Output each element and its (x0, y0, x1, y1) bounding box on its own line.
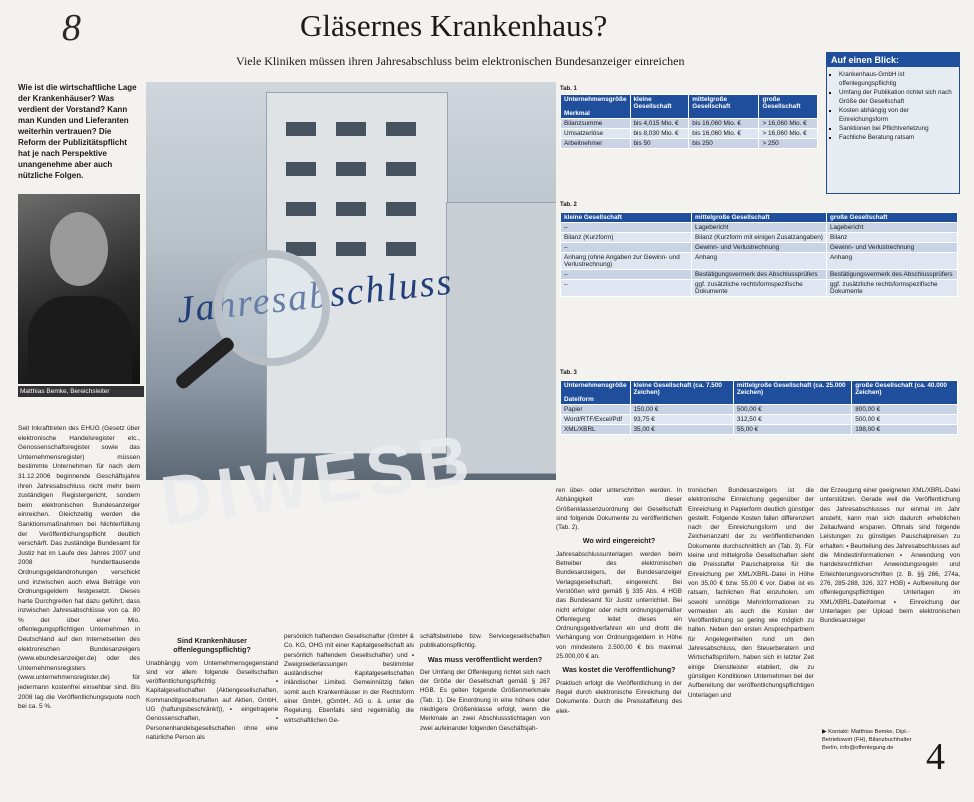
table-cell: bis 16,060 Mio. € (689, 129, 759, 139)
table-cell: 312,50 € (733, 415, 851, 425)
table-cell: bis 8,030 Mio. € (630, 129, 689, 139)
section-heading: Was kostet die Veröffentlichung? (562, 665, 676, 675)
table-cell: XML/XBRL (561, 425, 631, 435)
table-cell: Gewinn- und Verlustrechnung (826, 243, 957, 253)
table-cell: Anhang (692, 253, 827, 270)
body-text: der Erzeugung einer geeigneten XML/XBRL-Datei unterstützen. Gerade weil die Veröffentlichung des Jahresabschlusses nur einmal im Jahr ansteht, kann man sich dadurch erheblichen Zeitaufwand ersparen. Oftmals sind folgende Leistungen zu günstigen Pauschalpreisen zu erhalten: ▪ Beurteilung des Jahresabschlusses auf die Mindestinformationen ▪ Anwendung von handelsrechtlichen Anwendungsregeln und Erleichterungsvorschriften (z. B. §§ 266, 274a, 276, 285-288, 326, 327 HGB) ▪ Aufbereitung der offenlegungspflichtigen Unterlagen im XML/XBRL-Dateiformat ▪ Einreichung der Unterlagen per Upload beim elektronischen Bundesanzeiger (820, 487, 960, 625)
table-row (561, 425, 958, 435)
table-row (561, 243, 958, 253)
building-window (386, 202, 416, 216)
intro-text: Seit Inkrafttreten des EHUG (Gesetz über elektronische Handelsregister etc., Genossenschaftsregister sowie das Unternehmensregister) müssen bestimmte Unternehmen für nach dem 31.12.2006 beginnende Geschäftsjahre ihren Jahresabschluss nicht mehr beim zuständigen Registergericht, sondern beim elektronischen Bundesanzeiger einreichen. Gleichzeitig werden die Sanktionsmaßnahmen bei Nichterfüllung der Veröffentlichungspflicht deutlich verschärft. Das zuständige Bundesamt für Justiz hat im Laufe des Jahres 2007 und 2008 hunderttausende Ordnungsgeldandrohungen verschickt und inzwischen auch etwa Beträge von Ordnungsgeldern festgesetzt. Dieses harte Durchgreifen hat dazu geführt, dass inzwischen Jahresabschlüsse von ca. 80 % der über einer Mio. offenlegungspflichtigen Unternehmen in Deutschland auf den Internetseiten des elektronischen Bundesanzeigers (www.ebundesanzeiger.de) oder des Unternehmensregisters (www.unternehmensregister.de) für jedermann kostenfrei einsehbar sind. Bis 2008 lag die Veröffentlichungsquote noch bei ca. 5 %. (18, 425, 140, 711)
table-row (561, 129, 818, 139)
table-3 (560, 380, 958, 435)
table-cell: > 16,060 Mio. € (759, 129, 818, 139)
table-cell: bis 250 (689, 139, 759, 149)
table-cell: – (561, 280, 692, 297)
table-cell: bis 4,015 Mio. € (630, 119, 689, 129)
list-item: ▪ Kosten abhängig von der Einreichungsform (839, 106, 955, 124)
table-cell: 55,00 € (733, 425, 851, 435)
table-cell: Word/RTF/Excel/Pdf (561, 415, 631, 425)
table-cell: Umsatzerlöse (561, 129, 631, 139)
section-heading: Sind Krankenhäuser offenlegungspflichtig? (173, 636, 251, 655)
section-heading: Was muss veröffentlicht werden? (427, 654, 543, 664)
table-header (561, 381, 631, 405)
table-cell: Gewinn- und Verlustrechnung (692, 243, 827, 253)
header-subtext: Dateiform (564, 396, 594, 403)
portrait-body (28, 296, 132, 384)
list-item: ▪ Fachliche Beratung ratsam (839, 133, 955, 142)
header-subtext: Merkmal (564, 110, 590, 117)
table-cell: ggf. zusätzliche rechtsformspezifische Dokumente (826, 280, 957, 297)
table-header (561, 95, 631, 119)
body-column-2 (284, 632, 414, 725)
body-column-1 (146, 632, 278, 742)
table-cell: – (561, 223, 692, 233)
table-cell: > 16,060 Mio. € (759, 119, 818, 129)
table-2 (560, 212, 958, 297)
box-list (827, 70, 959, 142)
table-row (561, 233, 958, 243)
table-cell: Papier (561, 405, 631, 415)
body-text: persönlich haftenden Gesellschafter (GmbH & Co. KG, OHG mit einer Kapitalgesellschaft als persönlich haftendem Gesellschafter) und ▪ Zweigniederlassungen bestimmter ausländischer Kapitalgesellschaften inländischer Limited. Gemeinnützig fallen somit auch Krankenhäuser in der Rechtsform einer GmbH, gGmbH, AG o. ä. unter die Regelung. Ebenfalls sind regelmäßig die wirtschaftlichen Ge- (284, 633, 414, 724)
handwritten-mark: 8 (62, 7, 81, 49)
table-header: kleine Gesellschaft (630, 95, 689, 119)
body-column-3-lower (420, 632, 550, 733)
table-1-label: Tab. 1 (560, 86, 577, 92)
building-window (336, 162, 366, 176)
table-3-label: Tab. 3 (560, 370, 577, 376)
table-header: große Gesellschaft (ca. 40.000 Zeichen) (852, 381, 958, 405)
table-cell: 198,00 € (852, 425, 958, 435)
table-cell: 800,00 € (852, 405, 958, 415)
table-cell: bis 16,060 Mio. € (689, 119, 759, 129)
table-cell: Bilanz (Kurzform) (561, 233, 692, 243)
table-cell: ggf. zusätzliche rechtsformspezifische Dokumente (692, 280, 827, 297)
header-text: Unternehmensgröße (564, 96, 627, 103)
author-portrait (18, 194, 140, 384)
body-text: Unabhängig vom Unternehmensgegenstand sind vor allem folgende Gesellschaften veröffentlichungspflichtig: ▪ Kapitalgesellschaften (Aktiengesellschaften, Kommanditgesellschaften auf Aktien, GmbH, UG (haftungsbeschränkt)), ▪ eingetragene Genossenschaften, ▪ Personenhandelsgesellschaften ohne eine natürliche Person als (146, 659, 278, 741)
table-cell: 500,00 € (733, 405, 851, 415)
table-row (561, 415, 958, 425)
table-row (561, 405, 958, 415)
table-cell: Bilanzsumme (561, 119, 631, 129)
list-item: ▪ Umfang der Publikation richtet sich nach Größe der Gesellschaft (839, 88, 955, 106)
portrait-caption: Matthias Bemke, Bereichsleiter (18, 386, 144, 397)
table-cell: Bilanz (826, 233, 957, 243)
table-header: mittelgroße Gesellschaft (ca. 25.000 Zeichen) (733, 381, 851, 405)
table-cell: Lagebericht (826, 223, 957, 233)
table-header: große Gesellschaft (826, 213, 957, 223)
table-header: mittelgroße Gesellschaft (692, 213, 827, 223)
building-window (386, 242, 416, 256)
table-header: große Gesellschaft (759, 95, 818, 119)
headline: Gläsernes Krankenhaus? (300, 8, 608, 43)
body-text: tronischen Bundesanzeigers ist die elektronische Einreichung gegenüber der Einreichung in Papierform deutlich günstiger gestellt. Folgende Kosten fallen differenziert nach der Einreichungsform und der Zeichenanzahl der zu veröffentlichenden Dokumente durchschnittlich an (Tab. 3). Für kleine und mittelgroße Gesellschaften sieht die Preisstaffel Pauschalpreise für die Einreichung per XML/XBRL-Datei in Höhe von 35,00 € bzw. 55,00 € vor. Dabei ist es ratsam, fachlichen Rat einzuholen, um sowohl unnötige Mehrinformationen zu vermeiden als auch die Kosten der Veröffentlichung so gering wie möglich zu halten. Neben den ersten Ansprechpartnern für Angelegenheiten rund um den Jahresabschluss, den Steuerberatern und Wirtschaftsprüfern, haben sich in letzter Zeit einige Dienstleister etabliert, die zu günstigen Konditionen Unternehmen bei der Aufbereitung der veröffentlichungspflichtigen Unterlagen und (688, 487, 814, 699)
body-text: Jahresabschlussunterlagen werden beim Betreiber des elektronischen Bundesanzeigers, der Bundesanzeiger Verlagsgesellschaft, eingereicht. Bei Verstößen wird gemäß § 335 Abs. 4 HGB das Bundesamt für Justiz unterrichtet. Bei nicht erfolgter oder nicht ordnungsgemäßer Offenlegung leitet dieses ein Ordnungsgeldverfahren ein und droht die Verhängung von Ordnungsgeldern in Höhe von mindestens 2.500,00 € bis maximal 25.000,00 € an. (556, 550, 682, 661)
contact-info: ▶ Kontakt: Matthias Bemke, Dipl.-Betriebswirt (FH), Bilanzbuchhalter Berlin, info@offenlegung.de (822, 729, 912, 751)
table-cell: 93,75 € (630, 415, 733, 425)
building-window (336, 122, 366, 136)
at-a-glance-box (826, 52, 960, 194)
table-row (561, 280, 958, 297)
table-1 (560, 94, 818, 149)
table-cell: 150,00 € (630, 405, 733, 415)
table-header: kleine Gesellschaft (ca. 7.500 Zeichen) (630, 381, 733, 405)
body-column-5 (820, 486, 960, 722)
photo-graffiti: DIWESB (156, 419, 480, 541)
table-cell: Bestätigungsvermerk des Abschlussprüfers (826, 270, 957, 280)
list-item: ▪ Sanktionen bei Pflichtverletzung (839, 124, 955, 133)
building-window (286, 202, 316, 216)
section-heading: Wo wird eingereicht? (582, 536, 656, 546)
table-header: mittelgroße Gesellschaft (689, 95, 759, 119)
table-cell: Anhang (826, 253, 957, 270)
building-window (286, 122, 316, 136)
table-cell: > 250 (759, 139, 818, 149)
table-cell: Arbeitnehmer (561, 139, 631, 149)
building-window (336, 202, 366, 216)
table-row (561, 119, 818, 129)
building-window (386, 122, 416, 136)
table-row (561, 223, 958, 233)
portrait-head (50, 212, 108, 286)
body-text: Praktisch erfolgt die Veröffentlichung in der Regel durch elektronische Einreichung der Dokumente. Durch die Preisstaffelung des elek- (556, 679, 682, 715)
box-title: Auf einen Blick: (827, 53, 959, 67)
body-text: Der Umfang der Offenlegung richtet sich nach der Größe der Gesellschaft gemäß § 267 HGB. Es gelten folgende Größenmerkmale (Tab. 1). Die Einordnung in eine höhere oder niedrigere Größenklasse erfolgt, wenn die Merkmale an zwei Abschlussstichtagen von zwei aufeinander folgenden Geschäftsjah- (420, 668, 550, 732)
teaser-text: Wie ist die wirtschaftliche Lage der Krankenhäuser? Was verdient der Vorstand? Kann man Kunden und Lieferanten weiterhin vertrauen? Die Reform der Publizitätspflicht hat je nach Perspektive unangenehme aber auch nützliche Folgen. (18, 83, 137, 180)
page-number: 4 (926, 736, 945, 778)
building-window (386, 162, 416, 176)
body-column-3 (556, 486, 682, 796)
table-cell: Bestätigungsvermerk des Abschlussprüfers (692, 270, 827, 280)
table-row (561, 253, 958, 270)
building-window (286, 162, 316, 176)
table-cell: Anhang (ohne Angaben zur Gewinn- und Verlustrechnung) (561, 253, 692, 270)
table-2-label: Tab. 2 (560, 202, 577, 208)
photo-overlay-word: Jahresabschluss (174, 260, 456, 332)
body-text: schäftsbetriebe bzw. Servicegesellschaften publikationspflichtig. (420, 633, 550, 650)
table-cell: bis 50 (630, 139, 689, 149)
table-cell: Bilanz (Kurzform mit einigen Zusatzangaben) (692, 233, 827, 243)
table-cell: – (561, 270, 692, 280)
header-text: Unternehmensgröße (564, 382, 627, 389)
table-cell: Lagebericht (692, 223, 827, 233)
subheadline: Viele Kliniken müssen ihren Jahresabschluss beim elektronischen Bundesanzeiger einreichen (236, 54, 685, 68)
building-window (336, 242, 366, 256)
table-row (561, 270, 958, 280)
table-row (561, 139, 818, 149)
list-item: ▪ Krankenhaus-GmbH ist offenlegungspflichtig (839, 70, 955, 88)
table-cell: – (561, 243, 692, 253)
body-text: ren über- oder unterschritten werden. In Abhängigkeit von dieser Größenklassenzuordnung der Gesellschaft sind folgende Dokumente zu veröffentlichen (Tab. 2). (556, 487, 682, 532)
table-cell: 35,00 € (630, 425, 733, 435)
table-header: kleine Gesellschaft (561, 213, 692, 223)
table-cell: 500,00 € (852, 415, 958, 425)
body-column-4 (688, 486, 814, 796)
